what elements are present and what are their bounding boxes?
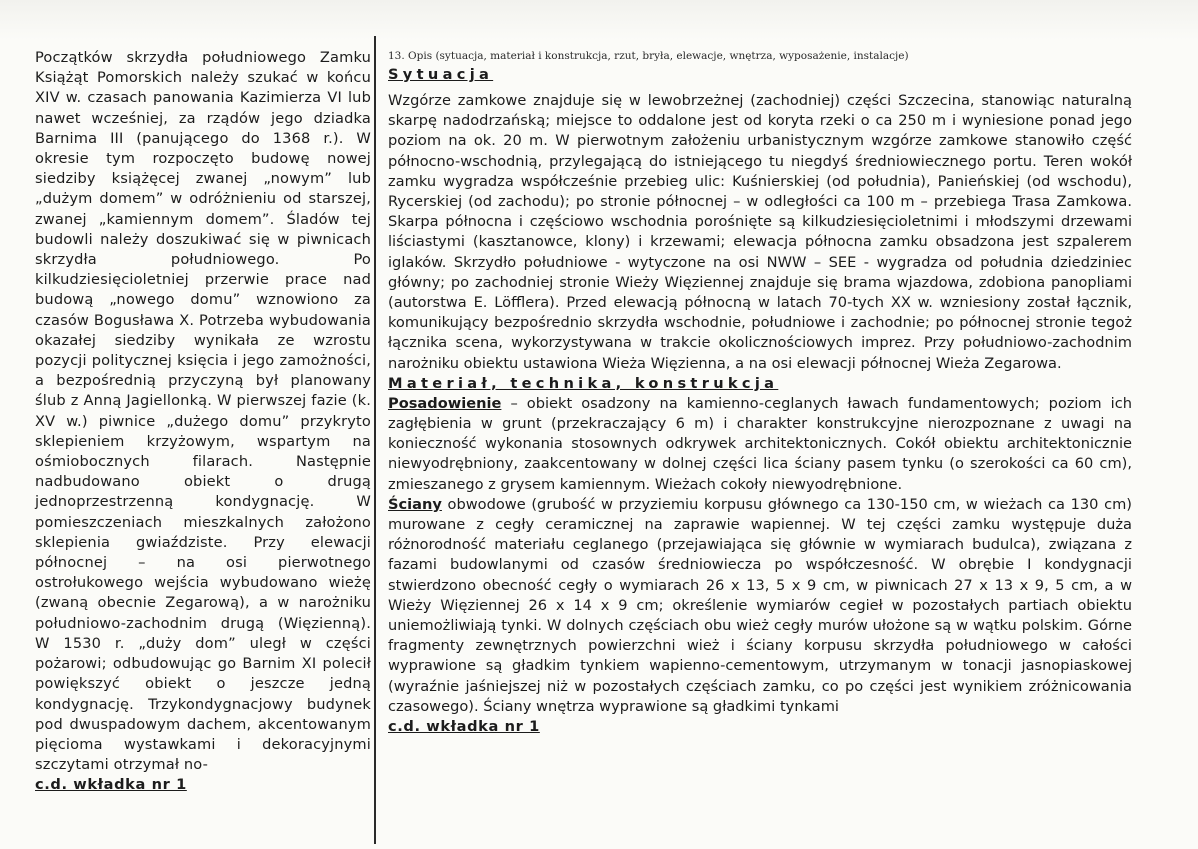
- sytuacja-paragraph: Wzgórze zamkowe znajduje się w lewobrzeżnej (zachodniej) części Szczecina, stanowiąc naturalną skarpę nadodrzańską; miejsce to oddalone jest od koryta rzeki o ca 250 m i wyniesione ponad jego poziom na ok. 20 m. W pierwotnym założeniu urbanistycznym wzgórze zamkowe stanowiło część północno-wschodnią, przylegającą do istniejącego tu niegdyś średniowiecznego portu. Teren wokół zamku wygradza współcześnie przebieg ulic: Kuśnierskiej (od południa), Panieńskiej (od wschodu), Rycerskiej (od zachodu); po stronie północnej – w odległości ca 100 m – przebiega Trasa Zamkowa. Skarpa północna i częściowo wschodnia porośnięte są kilkudziesięcioletnimi i młodszymi drzewami liściastymi (kasztanowce, klony) i krzewami; elewacja północna zamku obsadzona jest szpalerem iglaków. Skrzydło południowe - wytyczone na osi NWW – SEE - wygradza od południa dziedziniec główny; po zachodniej stronie Wieży Więziennej znajduje się brama wjazdowa, zdobiona panopliami (autorstwa E. Löfflera). Przed elewacją północną w latach 70-tych XX w. wzniesiony został łącznik, komunikujący bezpośrednio skrzydła wschodnie, południowe i zachodnie; po północnej stronie tegoż łącznika scena, wykorzystywana w trakcie okolicznościowych imprez. Przy południowo-zachodnim narożniku obiektu ustawiona Wieża Więzienna, a na osi elewacji północnej Wieża Zegarowa.: [388, 92, 1132, 372]
- heading-material: Materiał, technika, konstrukcja: [388, 374, 779, 392]
- section-caption: 13. Opis (sytuacja, materiał i konstrukcja, rzut, bryła, elewacje, wnętrza, wyposażenie, instalacje): [388, 50, 909, 62]
- history-paragraph: Początków skrzydła południowego Zamku Książąt Pomorskich należy szukać w końcu XIV w. czasach panowania Kazimierza VI lub nawet wcześniej, za rządów jego dziadka Barnima III (panującego do 1368 r.). W okresie tym rozpoczęto budowę nowej siedziby książęcej zwanej „nowym” lub „dużym domem” w odróżnieniu od starszej, zwanej „kamiennym domem”. Śladów tej budowli należy doszukiwać się w piwnicach skrzydła południowego. Po kilkudziesięcioletniej przerwie prace nad budową „nowego domu” wznowiono za czasów Bogusława X. Potrzeba wybudowania okazałej siedziby wynikała ze wzrostu pozycji politycznej księcia i jego zamożności, a bezpośrednią przyczyną był planowany ślub z Anną Jagiellonką. W pierwszej fazie (k. XV w.) piwnice „dużego domu” przykryto sklepieniem krzyżowym, wspartym na ośmiobocznych filarach. Następnie nadbudowano obiekt o drugą jednoprzestrzenną kondygnację. W pomieszczeniach mieszkalnych założono sklepienia gwiaździste. Przy elewacji północnej – na osi pierwotnego ostrołukowego wejścia wybudowano wieżę (zwaną obecnie Zegarową), a w narożniku południowo-zachodnim drugą (Więzienną). W 1530 r. „duży dom” uległ w części pożarowi; odbudowując go Barnim XI polecił powiększyć obiekt o jeszcze jedną kondygnację. Trzykondygnacjowy budynek pod dwuspadowym dachem, akcentowanym pięcioma wystawkami i dekoracyjnymi szczytami otrzymał no-: [35, 49, 371, 774]
- sciany-text: obwodowe (grubość w przyziemiu korpusu głównego ca 130-150 cm, w wieżach ca 130 cm) murowane z cegły ceramicznej na zaprawie wapiennej. W tej części zamku występuje duża różnorodność materiału ceglanego (przejawiająca się głównie w wymiarach budulca), związana z fazami budowlanymi od czasów średniowiecza po współczesność. W obrębie I kondygnacji stwierdzono obecność cegły o wymiarach 26 x 13, 5 x 9 cm, w piwnicach 27 x 13 x 9, 5 cm, a w Wieży Więziennej 26 x 14 x 9 cm; określenie wymiarów cegieł w pozostałych partiach obiektu uniemożliwiają tynki. W dolnych częściach obu wież cegły murów ułożone są w wątku polskim. Górne fragmenty zewnętrznych powierzchni wież i ściany korpusu skrzydła południowego w całości wyprawione są gładkim tynkiem wapienno-cementowym, utrzymanym w tonacji jasnopiaskowej (wyraźnie jaśniejszej niż w pozostałych częściach zamku, co po części jest wynikiem zróżnicowania czasowego). Ściany wnętrza wyprawione są gładkimi tynkami: [388, 495, 1132, 715]
- posadowienie-label: Posadowienie: [388, 394, 502, 412]
- posadowienie-paragraph: [388, 394, 1132, 495]
- sciany-label: Ściany: [388, 495, 442, 513]
- right-column: [388, 50, 1132, 737]
- scan-smudge: [0, 0, 1198, 40]
- left-column: [35, 48, 371, 796]
- left-continuation-note: c.d. wkładka nr 1: [35, 776, 187, 794]
- column-divider: [374, 36, 376, 844]
- posadowienie-text: – obiekt osadzony na kamienno-ceglanych ławach fundamentowych; poziom ich zagłębienia w grunt (przekraczający 6 m) i charakter konstrukcyjne nierozpoznane z uwagi na konieczność wykonania stosownych odkrywek architektonicznych. Cokół obiektu architektonicznie niewyodrębniony, zaakcentowany w dolnej części lica ściany pasem tynku (o szerokości ca 60 cm), zmieszanego z grysem kamiennym. Wieżach cokoły niewyodrębnione.: [388, 394, 1132, 493]
- sciany-paragraph: [388, 495, 1132, 717]
- heading-sytuacja: Sytuacja: [388, 66, 494, 83]
- right-continuation-note: c.d. wkładka nr 1: [388, 718, 540, 736]
